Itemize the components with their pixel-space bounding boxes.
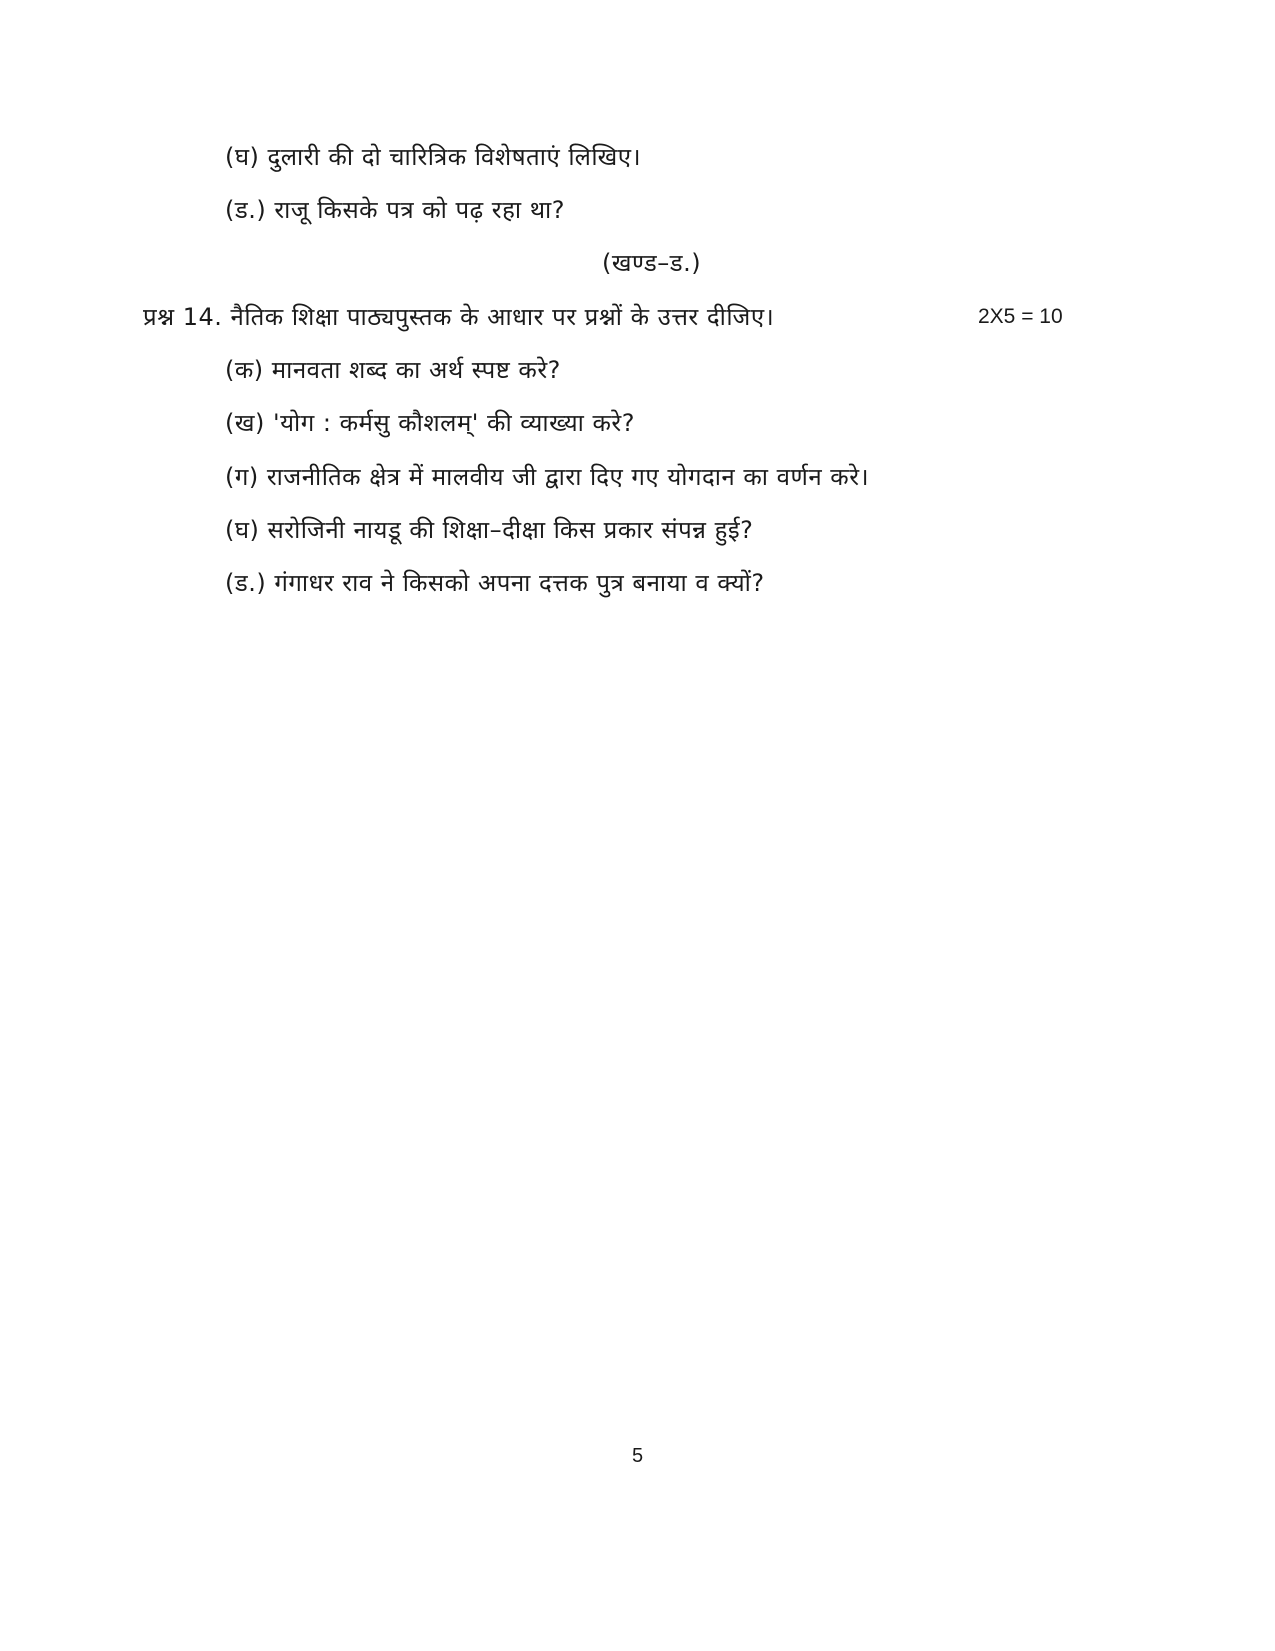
- section-heading: (खण्ड–ड.): [602, 249, 702, 277]
- question-14-item-kha: (ख) 'योग : कर्मसु कौशलम्' की व्याख्या करे?: [225, 409, 635, 437]
- previous-question-item-gha: (घ) दुलारी की दो चारित्रिक विशेषताएं लिखिए।: [225, 143, 642, 171]
- previous-question-item-da: (ड.) राजू किसके पत्र को पढ़ रहा था?: [225, 196, 565, 224]
- question-14-item-ga: (ग) राजनीतिक क्षेत्र में मालवीय जी द्वारा दिए गए योगदान का वर्णन करे।: [225, 463, 870, 491]
- question-14-item-da: (ड.) गंगाधर राव ने किसको अपना दत्तक पुत्र बनाया व क्यों?: [225, 569, 765, 597]
- question-14-item-ka: (क) मानवता शब्द का अर्थ स्पष्ट करे?: [225, 356, 561, 384]
- question-14-item-gha: (घ) सरोजिनी नायडू की शिक्षा–दीक्षा किस प्रकार संपन्न हुई?: [225, 516, 754, 544]
- question-14-text: प्रश्न 14. नैतिक शिक्षा पाठ्यपुस्तक के आधार पर प्रश्नों के उत्तर दीजिए।: [143, 303, 775, 331]
- question-14-marks: 2X5 = 10: [978, 305, 1063, 328]
- page-number: 5: [631, 1445, 644, 1467]
